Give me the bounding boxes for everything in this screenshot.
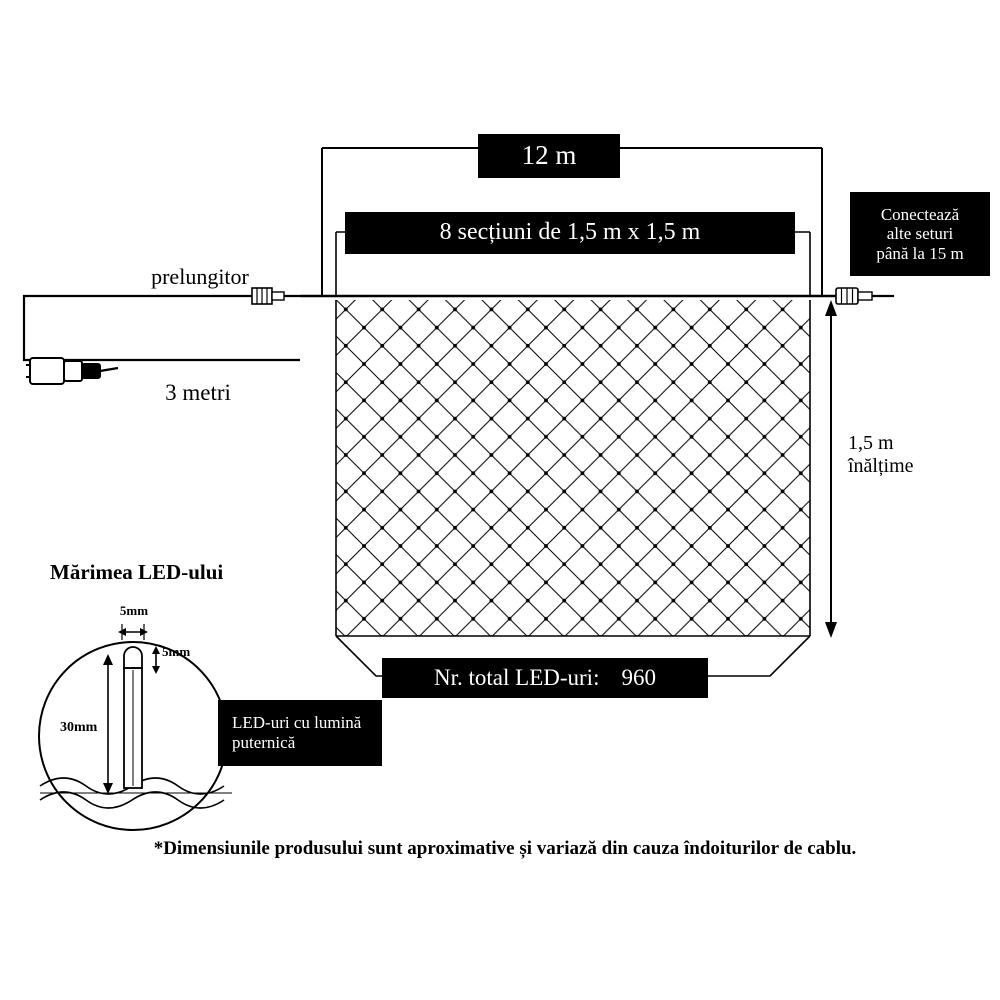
extension-cord-label-text: prelungitor — [151, 264, 249, 289]
daisy-chain-label — [850, 192, 990, 276]
led-size-title-text: Mărimea LED-ului — [50, 560, 224, 584]
total-leds-label-text: Nr. total LED-uri: — [434, 664, 600, 690]
led-dome-label — [162, 645, 216, 660]
height-dimension-arrow — [825, 300, 837, 638]
bright-leds-label — [218, 700, 382, 766]
extension-cord-label — [110, 264, 290, 289]
width-label-text: 12 m — [521, 140, 577, 171]
led-spacing-label-text: 30mm — [60, 720, 98, 735]
extension-cord — [24, 296, 300, 360]
bright-leds-label-line-1: LED-uri cu lumină — [232, 713, 362, 733]
daisy-chain-label-line-1: Conectează — [880, 204, 960, 224]
lead-length-label — [118, 380, 278, 406]
led-width-dimension — [118, 624, 148, 640]
sections-label-text: 8 secțiuni de 1,5 m x 1,5 m — [439, 219, 701, 246]
daisy-chain-label-line-3: până la 15 m — [876, 243, 964, 263]
daisy-chain-connector-icon — [836, 288, 894, 304]
total-leds-value: 960 — [621, 664, 656, 690]
height-label-line-2: înălțime — [848, 455, 914, 477]
led-width-label-text: 5mm — [119, 603, 149, 618]
width-label — [478, 134, 620, 178]
bright-leds-label-line-2: puternică — [232, 733, 296, 752]
total-leds-label — [382, 658, 708, 698]
height-label-line-1: 1,5 m — [848, 432, 894, 454]
sections-label — [345, 212, 795, 254]
led-width-label — [104, 604, 164, 619]
extension-connector-icon — [252, 288, 284, 304]
daisy-chain-label-line-2: alte seturi — [886, 224, 954, 244]
lead-length-label-text: 3 metri — [165, 380, 231, 405]
led-dome-label-text: 5mm — [162, 644, 191, 659]
power-plug-icon — [26, 358, 118, 384]
footnote — [90, 838, 920, 860]
led-net-mesh — [336, 300, 810, 636]
height-label — [848, 432, 968, 478]
led-spacing-label — [60, 720, 120, 736]
footnote-text: *Dimensiunile produsului sunt aproximative și variază din cauza îndoiturilor de cablu. — [153, 838, 857, 859]
led-size-title — [50, 560, 310, 584]
